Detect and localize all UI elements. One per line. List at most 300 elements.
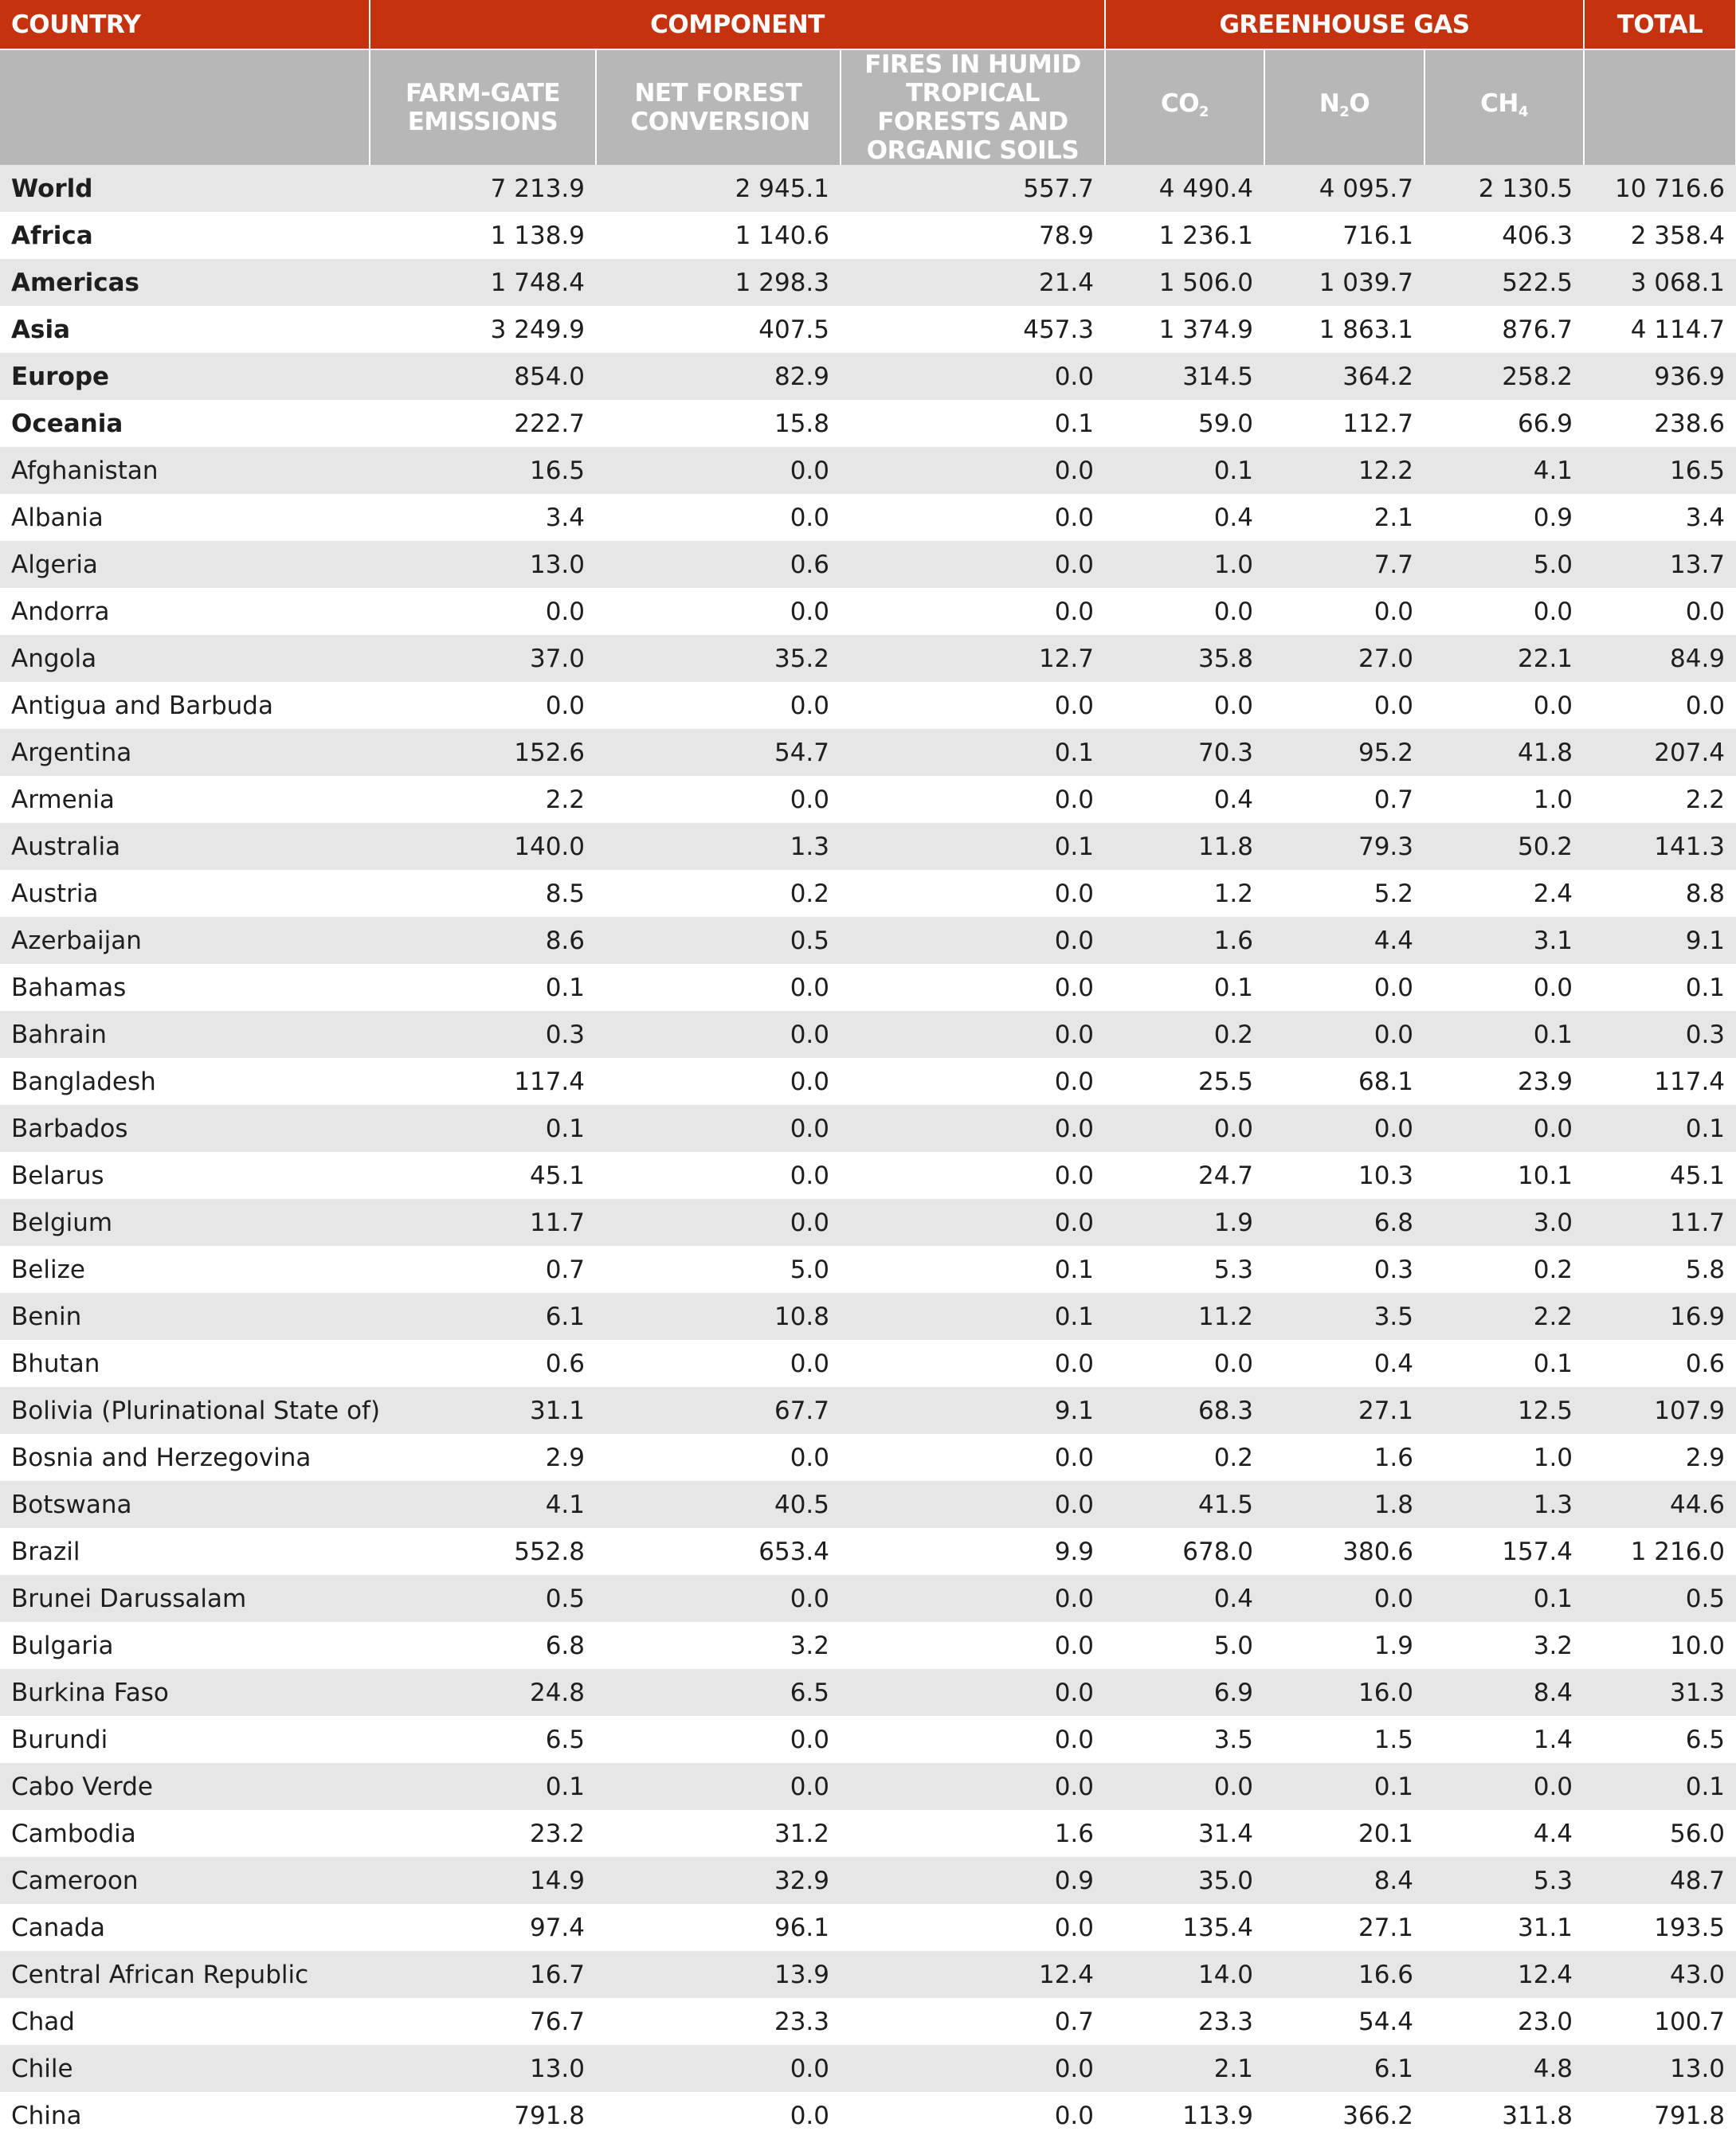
cell-ch4: 5.0	[1424, 541, 1584, 588]
cell-net-forest: 0.0	[596, 1058, 841, 1105]
country-name: Chile	[0, 2045, 370, 2092]
cell-total: 10.0	[1584, 1622, 1736, 1669]
cell-net-forest: 0.0	[596, 1575, 841, 1622]
cell-ch4: 3.0	[1424, 1199, 1584, 1246]
cell-co2: 1 236.1	[1105, 212, 1264, 259]
cell-n2o: 716.1	[1264, 212, 1424, 259]
country-name: Austria	[0, 870, 370, 917]
cell-net-forest: 0.0	[596, 1434, 841, 1481]
cell-fires: 0.0	[841, 917, 1105, 964]
cell-farm-gate: 854.0	[370, 353, 596, 400]
cell-total: 193.5	[1584, 1904, 1736, 1951]
table-row	[0, 588, 1736, 635]
table-row	[0, 823, 1736, 870]
cell-net-forest: 0.0	[596, 494, 841, 541]
country-name: Belize	[0, 1246, 370, 1293]
cell-fires: 0.1	[841, 1293, 1105, 1340]
cell-net-forest: 23.3	[596, 1998, 841, 2045]
cell-fires: 0.0	[841, 1434, 1105, 1481]
cell-n2o: 0.0	[1264, 588, 1424, 635]
country-name: Belarus	[0, 1152, 370, 1199]
cell-total: 16.9	[1584, 1293, 1736, 1340]
header-sub-blank	[0, 49, 370, 165]
cell-net-forest: 54.7	[596, 729, 841, 776]
cell-fires: 0.0	[841, 1716, 1105, 1763]
table-row	[0, 1340, 1736, 1387]
cell-total: 4 114.7	[1584, 306, 1736, 353]
cell-co2: 11.2	[1105, 1293, 1264, 1340]
cell-ch4: 1.3	[1424, 1481, 1584, 1528]
cell-net-forest: 82.9	[596, 353, 841, 400]
cell-ch4: 41.8	[1424, 729, 1584, 776]
cell-fires: 0.0	[841, 776, 1105, 823]
cell-farm-gate: 76.7	[370, 1998, 596, 2045]
co2-subscript: 2	[1199, 103, 1209, 120]
cell-n2o: 4 095.7	[1264, 165, 1424, 212]
cell-co2: 0.2	[1105, 1011, 1264, 1058]
cell-co2: 0.4	[1105, 1575, 1264, 1622]
table-row	[0, 1810, 1736, 1857]
cell-co2: 113.9	[1105, 2092, 1264, 2139]
table-row	[0, 447, 1736, 494]
cell-ch4: 10.1	[1424, 1152, 1584, 1199]
cell-net-forest: 0.0	[596, 1199, 841, 1246]
table-row	[0, 682, 1736, 729]
cell-fires: 0.0	[841, 2092, 1105, 2139]
table-row	[0, 1528, 1736, 1575]
cell-fires: 0.0	[841, 541, 1105, 588]
cell-ch4: 258.2	[1424, 353, 1584, 400]
cell-farm-gate: 8.6	[370, 917, 596, 964]
country-name: Albania	[0, 494, 370, 541]
table-row	[0, 1951, 1736, 1998]
cell-co2: 135.4	[1105, 1904, 1264, 1951]
cell-fires: 0.0	[841, 1904, 1105, 1951]
cell-n2o: 0.0	[1264, 1575, 1424, 1622]
cell-ch4: 22.1	[1424, 635, 1584, 682]
country-name: Americas	[0, 259, 370, 306]
cell-fires: 9.9	[841, 1528, 1105, 1575]
cell-ch4: 0.1	[1424, 1575, 1584, 1622]
header-fires	[841, 49, 1105, 165]
cell-total: 2 358.4	[1584, 212, 1736, 259]
cell-farm-gate: 1 138.9	[370, 212, 596, 259]
cell-n2o: 1.6	[1264, 1434, 1424, 1481]
cell-co2: 1.2	[1105, 870, 1264, 917]
country-name: Bosnia and Herzegovina	[0, 1434, 370, 1481]
country-name: Andorra	[0, 588, 370, 635]
cell-farm-gate: 16.5	[370, 447, 596, 494]
country-name: Brunei Darussalam	[0, 1575, 370, 1622]
country-name: Asia	[0, 306, 370, 353]
cell-fires: 0.1	[841, 729, 1105, 776]
cell-co2: 1 506.0	[1105, 259, 1264, 306]
cell-ch4: 31.1	[1424, 1904, 1584, 1951]
cell-farm-gate: 3.4	[370, 494, 596, 541]
cell-farm-gate: 0.1	[370, 1763, 596, 1810]
cell-co2: 314.5	[1105, 353, 1264, 400]
cell-net-forest: 31.2	[596, 1810, 841, 1857]
cell-co2: 70.3	[1105, 729, 1264, 776]
cell-co2: 23.3	[1105, 1998, 1264, 2045]
cell-farm-gate: 0.1	[370, 964, 596, 1011]
cell-co2: 1.6	[1105, 917, 1264, 964]
cell-farm-gate: 0.6	[370, 1340, 596, 1387]
cell-farm-gate: 140.0	[370, 823, 596, 870]
cell-net-forest: 0.0	[596, 447, 841, 494]
cell-total: 9.1	[1584, 917, 1736, 964]
table-row	[0, 1669, 1736, 1716]
cell-co2: 31.4	[1105, 1810, 1264, 1857]
cell-ch4: 23.9	[1424, 1058, 1584, 1105]
table-row	[0, 400, 1736, 447]
cell-total: 238.6	[1584, 400, 1736, 447]
cell-farm-gate: 13.0	[370, 541, 596, 588]
cell-total: 207.4	[1584, 729, 1736, 776]
cell-co2: 0.0	[1105, 1105, 1264, 1152]
cell-net-forest: 0.0	[596, 1011, 841, 1058]
cell-net-forest: 1 298.3	[596, 259, 841, 306]
country-name: Angola	[0, 635, 370, 682]
country-name: Bolivia (Plurinational State of)	[0, 1387, 370, 1434]
header-co2	[1105, 49, 1264, 165]
table-row	[0, 1763, 1736, 1810]
table-row	[0, 1998, 1736, 2045]
header-ch4	[1424, 49, 1584, 165]
cell-n2o: 0.0	[1264, 1011, 1424, 1058]
cell-net-forest: 0.6	[596, 541, 841, 588]
table-row	[0, 1152, 1736, 1199]
cell-co2: 5.0	[1105, 1622, 1264, 1669]
cell-n2o: 5.2	[1264, 870, 1424, 917]
table-row	[0, 1387, 1736, 1434]
cell-net-forest: 0.5	[596, 917, 841, 964]
cell-co2: 1 374.9	[1105, 306, 1264, 353]
cell-ch4: 0.0	[1424, 1105, 1584, 1152]
cell-fires: 0.0	[841, 1575, 1105, 1622]
table-row	[0, 635, 1736, 682]
cell-total: 3.4	[1584, 494, 1736, 541]
cell-net-forest: 35.2	[596, 635, 841, 682]
cell-ch4: 3.1	[1424, 917, 1584, 964]
cell-total: 45.1	[1584, 1152, 1736, 1199]
country-name: Burkina Faso	[0, 1669, 370, 1716]
country-name: Bahrain	[0, 1011, 370, 1058]
cell-n2o: 0.3	[1264, 1246, 1424, 1293]
cell-co2: 0.1	[1105, 447, 1264, 494]
cell-ch4: 0.0	[1424, 682, 1584, 729]
cell-farm-gate: 31.1	[370, 1387, 596, 1434]
cell-total: 100.7	[1584, 1998, 1736, 2045]
country-name: Armenia	[0, 776, 370, 823]
country-name: Barbados	[0, 1105, 370, 1152]
cell-farm-gate: 3 249.9	[370, 306, 596, 353]
cell-total: 43.0	[1584, 1951, 1736, 1998]
cell-farm-gate: 1 748.4	[370, 259, 596, 306]
cell-ch4: 0.1	[1424, 1011, 1584, 1058]
cell-total: 0.1	[1584, 1105, 1736, 1152]
table-row	[0, 1857, 1736, 1904]
cell-co2: 0.4	[1105, 776, 1264, 823]
table-row	[0, 1058, 1736, 1105]
cell-n2o: 20.1	[1264, 1810, 1424, 1857]
cell-n2o: 95.2	[1264, 729, 1424, 776]
cell-total: 1 216.0	[1584, 1528, 1736, 1575]
cell-net-forest: 407.5	[596, 306, 841, 353]
country-name: Belgium	[0, 1199, 370, 1246]
cell-total: 6.5	[1584, 1716, 1736, 1763]
cell-total: 791.8	[1584, 2092, 1736, 2139]
cell-co2: 25.5	[1105, 1058, 1264, 1105]
cell-ch4: 0.0	[1424, 1763, 1584, 1810]
cell-ch4: 157.4	[1424, 1528, 1584, 1575]
cell-fires: 0.0	[841, 2045, 1105, 2092]
cell-farm-gate: 45.1	[370, 1152, 596, 1199]
cell-co2: 6.9	[1105, 1669, 1264, 1716]
country-name: Oceania	[0, 400, 370, 447]
cell-farm-gate: 16.7	[370, 1951, 596, 1998]
cell-fires: 0.0	[841, 447, 1105, 494]
cell-co2: 0.0	[1105, 682, 1264, 729]
country-name: Argentina	[0, 729, 370, 776]
cell-farm-gate: 6.8	[370, 1622, 596, 1669]
table-row	[0, 1293, 1736, 1340]
country-name: Cameroon	[0, 1857, 370, 1904]
cell-n2o: 364.2	[1264, 353, 1424, 400]
cell-fires: 0.0	[841, 1340, 1105, 1387]
cell-net-forest: 0.0	[596, 964, 841, 1011]
table-row	[0, 1011, 1736, 1058]
cell-net-forest: 96.1	[596, 1904, 841, 1951]
country-name: Australia	[0, 823, 370, 870]
cell-farm-gate: 791.8	[370, 2092, 596, 2139]
cell-fires: 0.7	[841, 1998, 1105, 2045]
cell-n2o: 4.4	[1264, 917, 1424, 964]
cell-ch4: 5.3	[1424, 1857, 1584, 1904]
cell-total: 16.5	[1584, 447, 1736, 494]
cell-ch4: 406.3	[1424, 212, 1584, 259]
cell-co2: 1.9	[1105, 1199, 1264, 1246]
cell-co2: 4 490.4	[1105, 165, 1264, 212]
table-row	[0, 1434, 1736, 1481]
cell-n2o: 0.7	[1264, 776, 1424, 823]
cell-co2: 3.5	[1105, 1716, 1264, 1763]
cell-ch4: 522.5	[1424, 259, 1584, 306]
cell-n2o: 27.1	[1264, 1904, 1424, 1951]
cell-n2o: 112.7	[1264, 400, 1424, 447]
cell-ch4: 4.8	[1424, 2045, 1584, 2092]
country-name: Afghanistan	[0, 447, 370, 494]
header-total: TOTAL	[1584, 0, 1736, 49]
cell-total: 0.3	[1584, 1011, 1736, 1058]
cell-fires: 1.6	[841, 1810, 1105, 1857]
header-farm-gate	[370, 49, 596, 165]
country-name: Brazil	[0, 1528, 370, 1575]
table-row	[0, 1575, 1736, 1622]
cell-fires: 0.1	[841, 1246, 1105, 1293]
cell-total: 0.5	[1584, 1575, 1736, 1622]
cell-farm-gate: 4.1	[370, 1481, 596, 1528]
country-name: Cambodia	[0, 1810, 370, 1857]
cell-co2: 678.0	[1105, 1528, 1264, 1575]
country-name: Bahamas	[0, 964, 370, 1011]
cell-co2: 0.2	[1105, 1434, 1264, 1481]
cell-fires: 0.0	[841, 1622, 1105, 1669]
cell-n2o: 54.4	[1264, 1998, 1424, 2045]
cell-ch4: 0.0	[1424, 588, 1584, 635]
cell-total: 11.7	[1584, 1199, 1736, 1246]
ch4-subscript: 4	[1518, 103, 1528, 120]
cell-farm-gate: 152.6	[370, 729, 596, 776]
cell-fires: 0.0	[841, 1105, 1105, 1152]
country-name: China	[0, 2092, 370, 2139]
cell-farm-gate: 117.4	[370, 1058, 596, 1105]
cell-ch4: 311.8	[1424, 2092, 1584, 2139]
cell-co2: 14.0	[1105, 1951, 1264, 1998]
cell-fires: 0.0	[841, 1669, 1105, 1716]
n2o-base-n: N	[1319, 88, 1340, 118]
cell-net-forest: 0.0	[596, 2092, 841, 2139]
cell-co2: 0.1	[1105, 964, 1264, 1011]
country-name: Bangladesh	[0, 1058, 370, 1105]
cell-farm-gate: 0.3	[370, 1011, 596, 1058]
cell-net-forest: 6.5	[596, 1669, 841, 1716]
cell-total: 48.7	[1584, 1857, 1736, 1904]
country-name: Bulgaria	[0, 1622, 370, 1669]
cell-farm-gate: 6.1	[370, 1293, 596, 1340]
cell-n2o: 3.5	[1264, 1293, 1424, 1340]
country-name: Central African Republic	[0, 1951, 370, 1998]
cell-n2o: 6.1	[1264, 2045, 1424, 2092]
cell-net-forest: 0.0	[596, 1716, 841, 1763]
cell-n2o: 0.0	[1264, 964, 1424, 1011]
cell-co2: 5.3	[1105, 1246, 1264, 1293]
cell-total: 0.1	[1584, 964, 1736, 1011]
cell-co2: 0.0	[1105, 1340, 1264, 1387]
header-total-blank	[1584, 49, 1736, 165]
cell-farm-gate: 37.0	[370, 635, 596, 682]
cell-ch4: 0.1	[1424, 1340, 1584, 1387]
cell-co2: 0.0	[1105, 1763, 1264, 1810]
cell-n2o: 1.8	[1264, 1481, 1424, 1528]
header-row-sub	[0, 49, 1736, 165]
cell-n2o: 1 863.1	[1264, 306, 1424, 353]
country-name: Botswana	[0, 1481, 370, 1528]
cell-total: 44.6	[1584, 1481, 1736, 1528]
cell-n2o: 10.3	[1264, 1152, 1424, 1199]
cell-ch4: 0.9	[1424, 494, 1584, 541]
cell-fires: 0.0	[841, 353, 1105, 400]
cell-total: 0.6	[1584, 1340, 1736, 1387]
cell-ch4: 12.5	[1424, 1387, 1584, 1434]
cell-ch4: 0.2	[1424, 1246, 1584, 1293]
cell-ch4: 23.0	[1424, 1998, 1584, 2045]
table-row	[0, 2092, 1736, 2139]
cell-net-forest: 1 140.6	[596, 212, 841, 259]
cell-n2o: 2.1	[1264, 494, 1424, 541]
cell-fires: 457.3	[841, 306, 1105, 353]
cell-ch4: 2.2	[1424, 1293, 1584, 1340]
cell-net-forest: 0.0	[596, 588, 841, 635]
cell-net-forest: 0.0	[596, 1105, 841, 1152]
header-component: COMPONENT	[370, 0, 1105, 49]
cell-net-forest: 0.0	[596, 1152, 841, 1199]
cell-farm-gate: 0.7	[370, 1246, 596, 1293]
cell-n2o: 16.0	[1264, 1669, 1424, 1716]
cell-ch4: 50.2	[1424, 823, 1584, 870]
cell-n2o: 27.0	[1264, 635, 1424, 682]
cell-fires: 0.0	[841, 1058, 1105, 1105]
cell-farm-gate: 8.5	[370, 870, 596, 917]
cell-total: 936.9	[1584, 353, 1736, 400]
country-name: Canada	[0, 1904, 370, 1951]
cell-farm-gate: 0.1	[370, 1105, 596, 1152]
cell-n2o: 0.4	[1264, 1340, 1424, 1387]
cell-co2: 35.0	[1105, 1857, 1264, 1904]
cell-n2o: 8.4	[1264, 1857, 1424, 1904]
cell-net-forest: 2 945.1	[596, 165, 841, 212]
cell-ch4: 2.4	[1424, 870, 1584, 917]
cell-net-forest: 0.0	[596, 1340, 841, 1387]
cell-farm-gate: 97.4	[370, 1904, 596, 1951]
table-row	[0, 964, 1736, 1011]
table-header	[0, 0, 1736, 165]
table-row	[0, 165, 1736, 212]
table-row	[0, 259, 1736, 306]
n2o-subscript: 2	[1339, 103, 1350, 120]
cell-fires: 78.9	[841, 212, 1105, 259]
cell-total: 0.0	[1584, 682, 1736, 729]
cell-co2: 59.0	[1105, 400, 1264, 447]
ch4-base: CH	[1480, 88, 1519, 118]
cell-total: 84.9	[1584, 635, 1736, 682]
cell-total: 2.9	[1584, 1434, 1736, 1481]
country-name: Chad	[0, 1998, 370, 2045]
cell-farm-gate: 6.5	[370, 1716, 596, 1763]
table-row	[0, 870, 1736, 917]
country-name: Europe	[0, 353, 370, 400]
cell-fires: 0.0	[841, 588, 1105, 635]
cell-n2o: 0.1	[1264, 1763, 1424, 1810]
cell-farm-gate: 0.0	[370, 682, 596, 729]
cell-net-forest: 10.8	[596, 1293, 841, 1340]
cell-co2: 2.1	[1105, 2045, 1264, 2092]
cell-net-forest: 1.3	[596, 823, 841, 870]
table-row	[0, 212, 1736, 259]
header-greenhouse-gas: GREENHOUSE GAS	[1105, 0, 1584, 49]
cell-farm-gate: 0.5	[370, 1575, 596, 1622]
cell-farm-gate: 7 213.9	[370, 165, 596, 212]
cell-farm-gate: 24.8	[370, 1669, 596, 1716]
cell-co2: 0.0	[1105, 588, 1264, 635]
cell-net-forest: 0.0	[596, 1763, 841, 1810]
cell-n2o: 380.6	[1264, 1528, 1424, 1575]
cell-total: 107.9	[1584, 1387, 1736, 1434]
cell-ch4: 1.0	[1424, 1434, 1584, 1481]
cell-net-forest: 0.0	[596, 2045, 841, 2092]
country-name: Bhutan	[0, 1340, 370, 1387]
table-row	[0, 1716, 1736, 1763]
cell-net-forest: 3.2	[596, 1622, 841, 1669]
cell-n2o: 68.1	[1264, 1058, 1424, 1105]
cell-fires: 0.0	[841, 1152, 1105, 1199]
table-row	[0, 1246, 1736, 1293]
cell-ch4: 876.7	[1424, 306, 1584, 353]
cell-farm-gate: 23.2	[370, 1810, 596, 1857]
cell-net-forest: 15.8	[596, 400, 841, 447]
cell-ch4: 4.4	[1424, 1810, 1584, 1857]
country-name: Africa	[0, 212, 370, 259]
